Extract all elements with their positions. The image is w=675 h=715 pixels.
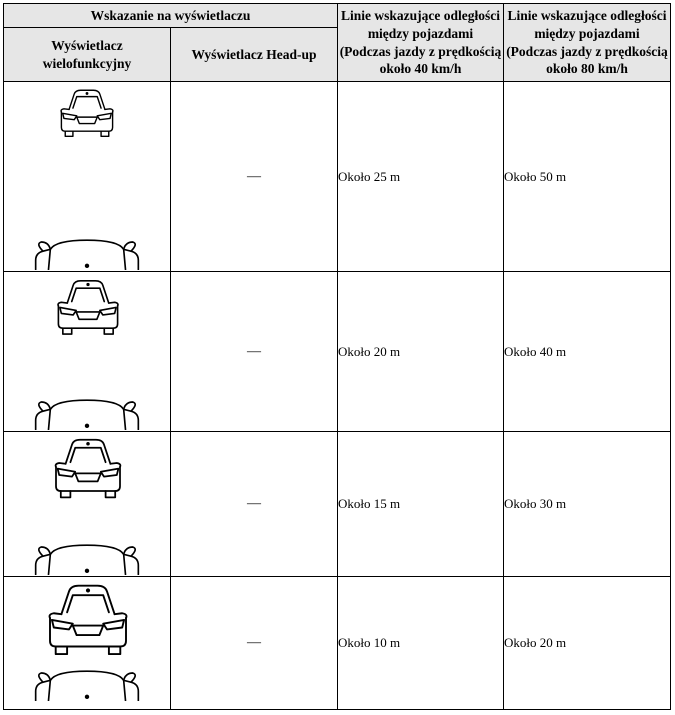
distance-40-cell: Około 25 m <box>338 82 504 272</box>
header-head-up-display: Wyświetlacz Head-up <box>171 28 338 82</box>
display-image-cell <box>4 432 171 577</box>
header-display-indication: Wskazanie na wyświetlaczu <box>4 4 338 28</box>
distance-80-cell: Około 50 m <box>504 82 671 272</box>
own-vehicle-hood-icon <box>32 541 142 575</box>
header-mfd-line2: wielofunkcyjny <box>42 55 132 71</box>
header-80-line1: Linie wskazujące odległości <box>507 8 667 24</box>
display-image-cell <box>4 577 171 710</box>
header-40-line2: między pojazdami <box>367 25 474 41</box>
lead-vehicle-rear-icon <box>39 580 137 656</box>
table-row <box>4 577 671 710</box>
header-40-line4: około 40 km/h <box>379 61 462 77</box>
distance-40-cell: Około 20 m <box>338 272 504 432</box>
header-multi-info-display <box>4 28 171 82</box>
header-80-line4: około 80 km/h <box>546 61 628 77</box>
header-40-line3: (Podczas jazdy z prędkością <box>339 43 502 59</box>
table-row <box>4 432 671 577</box>
distance-40-cell: Około 10 m <box>338 577 504 710</box>
header-mfd-line1: Wyświetlacz <box>51 37 123 53</box>
header-distance-80 <box>504 4 671 82</box>
header-80-line3: (Podczas jazdy z prędkością <box>506 43 668 59</box>
header-distance-40 <box>338 4 504 82</box>
distance-40-cell: Około 15 m <box>338 432 504 577</box>
own-vehicle-hood-icon <box>32 667 142 701</box>
distance-80-cell: Około 20 m <box>504 577 671 710</box>
header-40-line1: Linie wskazujące odległości <box>341 8 500 24</box>
head-up-display-cell: — <box>171 432 338 577</box>
distance-80-cell: Około 40 m <box>504 272 671 432</box>
table-row <box>4 272 671 432</box>
display-image-cell <box>4 82 171 272</box>
header-80-line2: między pojazdami <box>534 25 640 41</box>
lead-vehicle-rear-icon <box>55 86 119 138</box>
head-up-display-cell: — <box>171 577 338 710</box>
own-vehicle-hood-icon <box>32 236 142 270</box>
head-up-display-cell: — <box>171 82 338 272</box>
table-row <box>4 82 671 272</box>
own-vehicle-hood-icon <box>32 396 142 430</box>
head-up-display-cell: — <box>171 272 338 432</box>
lead-vehicle-rear-icon <box>51 276 125 336</box>
lead-vehicle-rear-icon <box>45 435 131 499</box>
display-image-cell <box>4 272 171 432</box>
distance-lines-table <box>3 3 671 710</box>
distance-80-cell: Około 30 m <box>504 432 671 577</box>
